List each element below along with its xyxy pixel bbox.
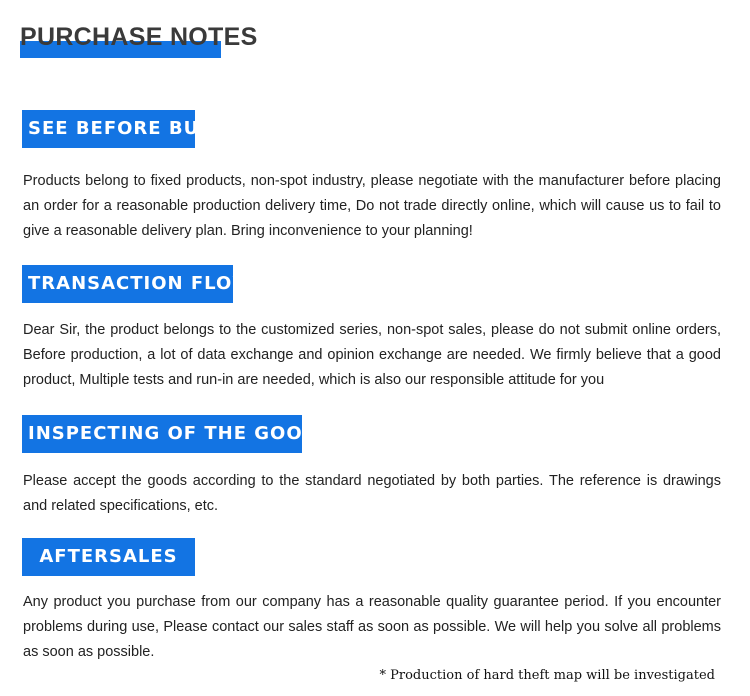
- section-heading-see-before-buy: SEE BEFORE BUY: [22, 110, 195, 148]
- section-heading-aftersales: AFTERSALES: [22, 538, 195, 576]
- section-heading-transaction-flow: TRANSACTION FLOW: [22, 265, 233, 303]
- footnote: * Production of hard theft map will be investigated: [379, 668, 715, 683]
- section-body-transaction-flow: Dear Sir, the product belongs to the customized series, non-spot sales, please do not submit online orders, Before production, a lot of data exchange and opinion exchange are needed. We firmly believe that a good product, Multiple tests and run-in are needed, which is also our responsible attitude for you: [23, 322, 721, 388]
- page-title: PURCHASE NOTES: [20, 23, 258, 51]
- section-body-aftersales: Any product you purchase from our company has a reasonable quality guarantee period. If you encounter problems during use, Please contact our sales staff as soon as possible. We will help you solve all problems as soon as possible.: [23, 594, 721, 660]
- section-heading-inspecting-goods: INSPECTING OF THE GOODS: [22, 415, 302, 453]
- page-header: [20, 22, 258, 52]
- section-body-see-before-buy: Products belong to fixed products, non-spot industry, please negotiate with the manufacturer before placing an order for a reasonable production delivery time, Do not trade directly online, which will cause us to fail to give a reasonable delivery plan. Bring inconvenience to your planning!: [23, 173, 721, 239]
- section-body-inspecting-goods: Please accept the goods according to the standard negotiated by both parties. The reference is drawings and related specifications, etc.: [23, 473, 721, 514]
